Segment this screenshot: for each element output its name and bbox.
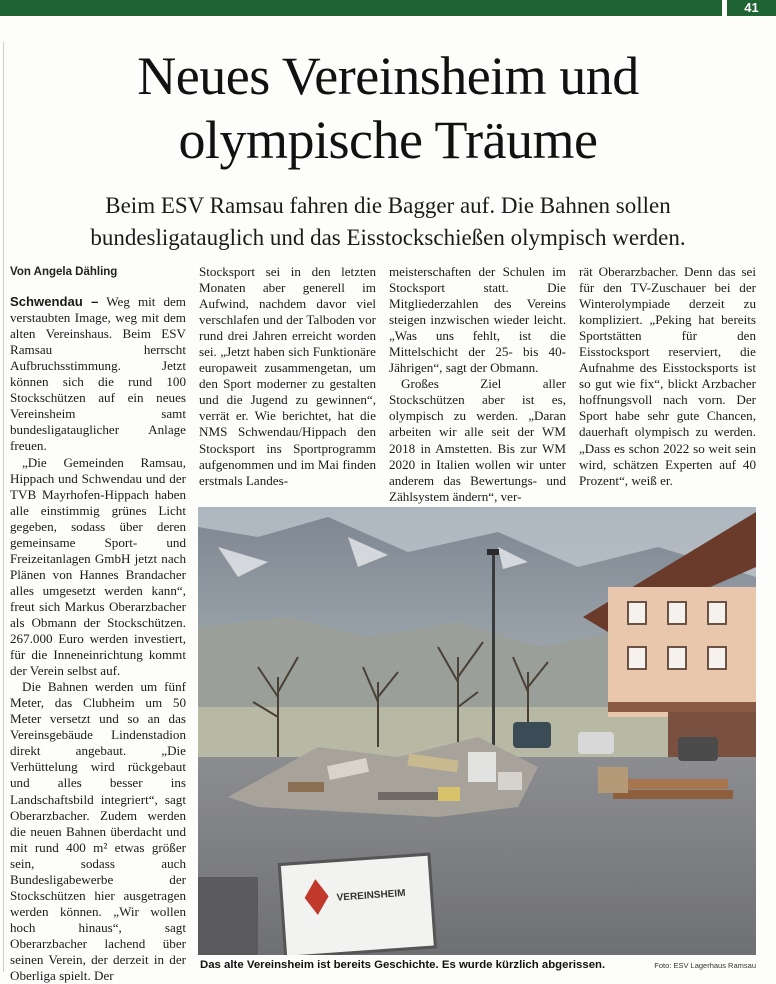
top-color-bar [0, 0, 722, 16]
photo-caption: Das alte Vereinsheim ist bereits Geschichte. Es wurde kürzlich abgerissen. [200, 959, 606, 971]
lead-text: Weg mit dem verstaubten Image, weg mit dem alten Vereinshaus. Beim ESV Ramsau herrscht Aufbruchsstimmung. Jetzt können sich die rund 100 Stockschützen auf ein neues Vereinsheim samt bundesligatauglicher Anlage freuen. [10, 294, 186, 454]
paragraph: meisterschaften der Schulen im Stocksport statt. Die Mitgliederzahlen des Vereins steigen inzwischen wieder leicht. „Was uns fehlt, ist die Mittelschicht der 25- bis 40-Jährigen“, sagt der Obmann. [389, 264, 566, 376]
headline [20, 44, 756, 172]
subheadline-line-2: bundesligatauglich und das Eisstockschießen olympisch werden. [90, 225, 686, 250]
article-column-4 [579, 264, 756, 489]
fence-sign [279, 854, 435, 955]
light-pole-head [487, 549, 499, 555]
byline: Von Angela Dähling [10, 266, 118, 278]
paragraph: rät Oberarzbacher. Denn das sei für den TV-Zuschauer bei der Winterolympiade derzeit zu kompliziert. „Peking hat bereits Sportstätten für den Eisstocksport reserviert, die Aufnahme des Eisstocksports ist so gut wie fix“, blickt Arzbacher hoffnungsvoll nach vorn. Der Sport habe sehr gute Chancen, dauerhaft olympisch zu werden. „Dass es schon 2022 so weit sein wird, schätzen Experten auf 40 Prozent“, weiß er. [579, 264, 756, 488]
paragraph: Die Bahnen werden um fünf Meter, das Clubheim um 50 Meter versetzt und so an das Vereinsgebäude Lindenstadion direkt angebaut. „Die Verhüttelung wird rückgebaut und alles besser ins Landschaftsbild integriert“, sagt Oberarzbacher. Zudem werden die neuen Bahnen überdacht und mit rund 400 m² etwas größer sein, sodass auch Bundesligabewerbe der Stockschützen hier ausgetragen werden können. „Wir wollen hoch hinaus“, sagt Oberarzbacher lachend über seinen Verein, der derzeit in der Oberliga spielt. Der [10, 679, 186, 984]
subheadline [20, 190, 756, 254]
dateline: Schwendau – [10, 294, 99, 310]
light-pole [492, 552, 495, 752]
paragraph: Stocksport sei in den letzten Monaten aber generell im Aufwind, nachdem davor viel verschlafen und der Talboden vor rund drei Jahren erreicht worden sei. „Jetzt haben sich Funktionäre europaweit zusammengetan, um den Sport moderner zu gestalten und die Jugend zu gewinnen“, verrät er. Wie berichtet, hat die NMS Schwendau/Hippach den Stocksport ins Sportprogramm aufgenommen und im Mai finden erstmals Landes- [199, 264, 376, 488]
subheadline-line-1: Beim ESV Ramsau fahren die Bagger auf. Die Bahnen sollen [105, 193, 671, 218]
lead-paragraph [10, 294, 186, 454]
headline-line-1: Neues Vereinsheim und [137, 46, 639, 106]
article-column-1 [10, 264, 186, 984]
paragraph: „Die Gemeinden Ramsau, Hippach und Schwendau und der TVB Mayrhofen-Hippach haben alle einstimmig grünes Licht gegeben, sodass über deren gemeinsame Sport- und Freizeitanlagen GmbH jetzt nach Plänen von Hannes Brandacher alles umgesetzt werden kann“, freut sich Markus Oberarzbacher als Obmann der Stockschützen. 267.000 Euro werden investiert, für die Inneneinrichtung kommt der Verein selbst auf. [10, 454, 186, 679]
left-margin-rule [3, 42, 4, 972]
article-column-2 [199, 264, 376, 489]
photo-credit: Foto: ESV Lagerhaus Ramsau [654, 961, 756, 970]
page-number: 41 [727, 0, 776, 16]
curb-barrier [198, 877, 258, 955]
headline-line-2: olympische Träume [178, 110, 598, 170]
paragraph: Großes Ziel aller Stockschützen aber ist es, olympisch zu werden. „Daran arbeiten wir alle seit der WM 2018 in Amstetten. Bis zur WM 2020 in Italien wollen wir unter anderem das Bewertungs- und Zählsystem ändern“, ver- [389, 376, 566, 504]
demolition-scene-illustration [198, 507, 756, 955]
sign-text: VEREINSHEIM [336, 887, 406, 904]
article-column-3 [389, 264, 566, 505]
article-photo [198, 507, 756, 955]
